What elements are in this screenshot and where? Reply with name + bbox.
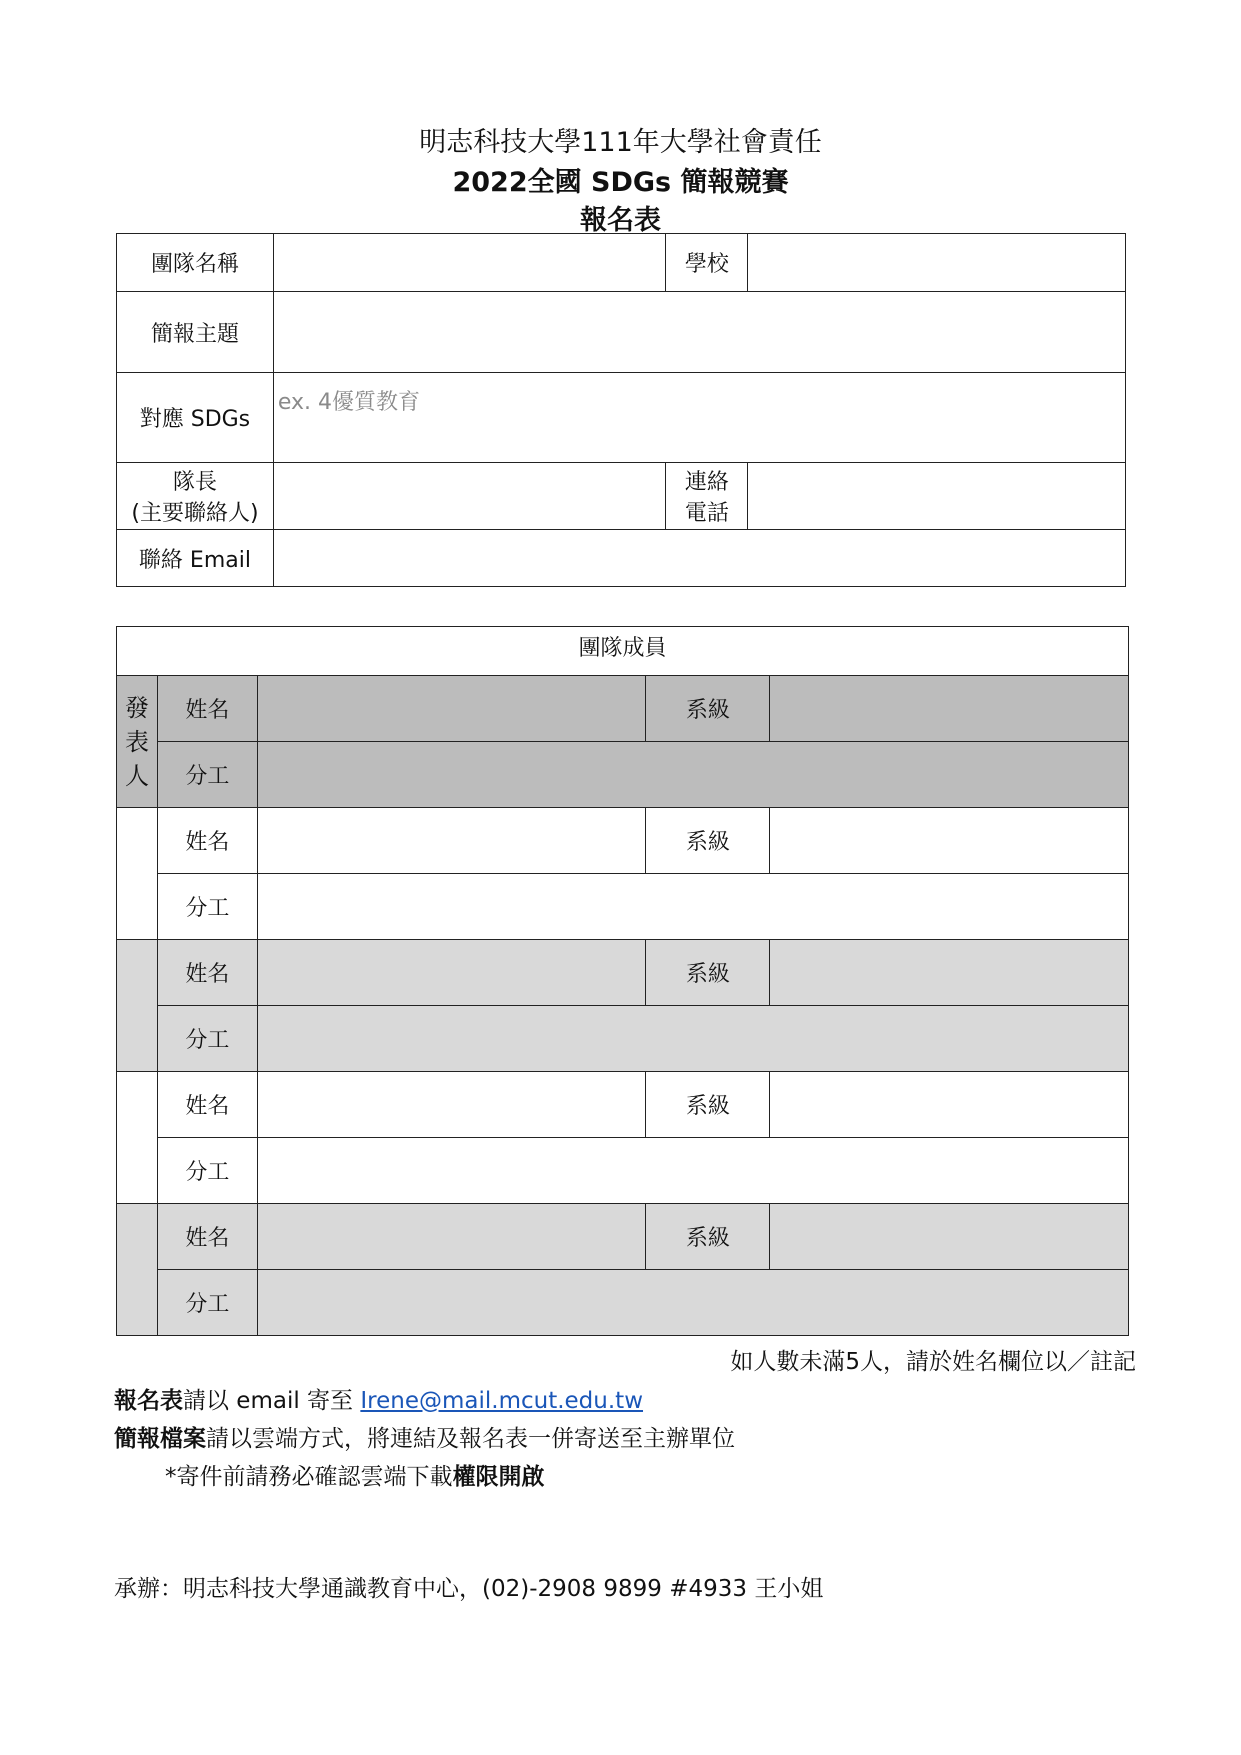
sdgs-field[interactable] [273,373,1125,463]
name-label: 姓名 [157,1204,257,1270]
sdgs-placeholder: ex. 4優質教育 [277,390,421,415]
leader-field[interactable] [273,463,666,530]
members-heading: 團隊成員 [117,627,1129,676]
team-members-table [116,626,1129,1336]
title-line-3: 報名表 [580,205,661,236]
role-label: 分工 [157,874,257,940]
member-5-role-field[interactable] [257,1270,1128,1336]
title-line-2: 2022全國 SDGs 簡報競賽 [452,167,789,198]
member-2-marker [117,808,158,940]
fill-note: 如人數未滿5人，請於姓名欄位以／註記 [730,1349,1136,1375]
member-4-marker [117,1072,158,1204]
permission-warning: *寄件前請務必確認雲端下載權限開啟 [165,1464,545,1490]
sdgs-label: 對應 SDGs [117,373,274,463]
dept-label: 系級 [646,676,770,742]
member-5-name-field[interactable] [257,1204,646,1270]
role-label: 分工 [157,742,257,808]
file-instruction: 簡報檔案請以雲端方式，將連結及報名表一併寄送至主辦單位 [114,1426,735,1452]
leader-label: 隊長 (主要聯絡人) [117,463,274,530]
phone-field[interactable] [748,463,1126,530]
member-3-role-field[interactable] [257,1006,1128,1072]
member-4-dept-field[interactable] [770,1072,1129,1138]
role-label: 分工 [157,1138,257,1204]
email-label: 聯絡 Email [117,530,274,587]
organizer-info: 承辦：明志科技大學通識教育中心，(02)-2908 9899 #4933 王小姐 [114,1576,824,1602]
member-2-name-field[interactable] [257,808,646,874]
topic-field[interactable] [273,292,1125,373]
email-field[interactable] [273,530,1125,587]
member-3-dept-field[interactable] [770,940,1129,1006]
team-name-label: 團隊名稱 [117,234,274,292]
dept-label: 系級 [646,1204,770,1270]
member-2-role-field[interactable] [257,874,1128,940]
name-label: 姓名 [157,1072,257,1138]
phone-label: 連絡 電話 [666,463,748,530]
team-name-field[interactable] [273,234,666,292]
member-4-name-field[interactable] [257,1072,646,1138]
presenter-dept-field[interactable] [770,676,1129,742]
dept-label: 系級 [646,940,770,1006]
title-line-1: 明志科技大學111年大學社會責任 [419,127,822,158]
presenter-name-field[interactable] [257,676,646,742]
topic-label: 簡報主題 [117,292,274,373]
name-label: 姓名 [157,940,257,1006]
member-5-dept-field[interactable] [770,1204,1129,1270]
email-link[interactable]: Irene@mail.mcut.edu.tw [360,1388,644,1414]
school-label: 學校 [666,234,748,292]
role-label: 分工 [157,1270,257,1336]
registration-info-table [116,233,1126,587]
school-field[interactable] [748,234,1126,292]
name-label: 姓名 [157,808,257,874]
presenter-label: 發 表 人 [117,676,158,808]
role-label: 分工 [157,1006,257,1072]
dept-label: 系級 [646,808,770,874]
member-4-role-field[interactable] [257,1138,1128,1204]
form-instruction: 報名表請以 email 寄至 Irene@mail.mcut.edu.tw [114,1388,644,1414]
presenter-role-field[interactable] [257,742,1128,808]
member-3-marker [117,940,158,1072]
dept-label: 系級 [646,1072,770,1138]
member-2-dept-field[interactable] [770,808,1129,874]
member-5-marker [117,1204,158,1336]
name-label: 姓名 [157,676,257,742]
member-3-name-field[interactable] [257,940,646,1006]
